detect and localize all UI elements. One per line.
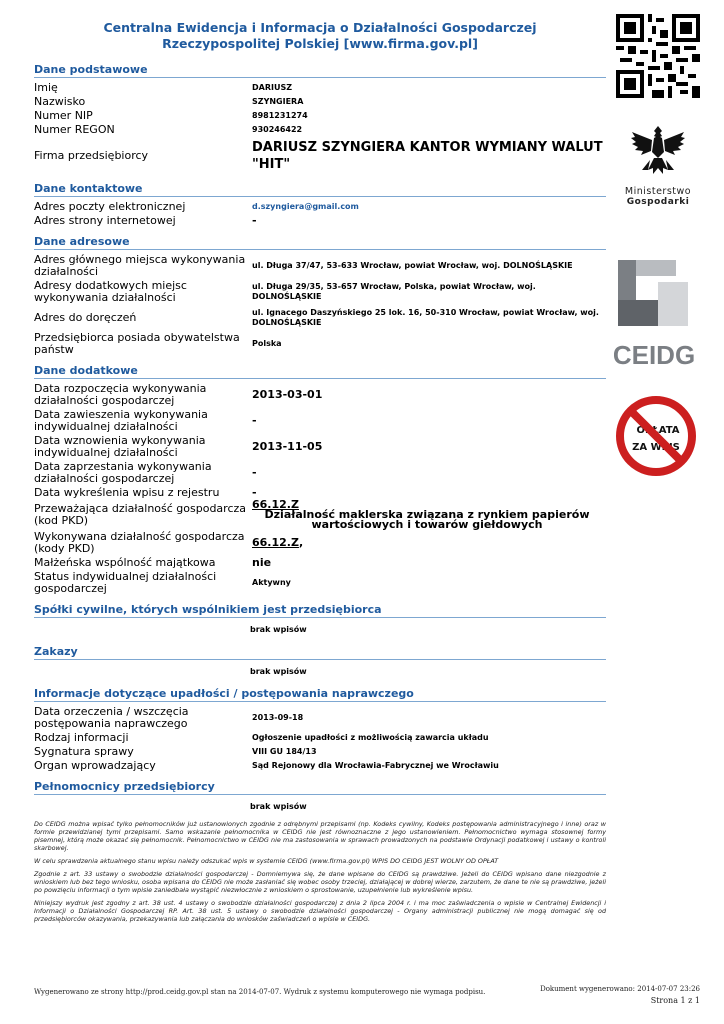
section-partnerships-title: Spółki cywilne, których wspólnikiem jest przedsiębiorca bbox=[34, 602, 606, 618]
header-line-2: Rzeczypospolitej Polskiej [www.firma.gov.pl] bbox=[162, 36, 478, 51]
table-row bbox=[34, 745, 606, 759]
table-row bbox=[34, 279, 606, 305]
table-row bbox=[34, 434, 606, 460]
section-contact-title: Dane kontaktowe bbox=[34, 181, 606, 197]
section-bans-title: Zakazy bbox=[34, 644, 606, 660]
footer-generated-date: Dokument wygenerowano: 2014-07-07 23:26 bbox=[540, 985, 700, 993]
table-row bbox=[34, 214, 606, 228]
main-address-label: Adres głównego miejsca wykonywania działalności bbox=[34, 253, 246, 278]
delivery-address-value: ul. Ignacego Daszyńskiego 25 lok. 16, 50-310 Wrocław, powiat Wrocław, woj. DOLNOŚLĄSKIE bbox=[252, 308, 599, 327]
footer-source-note: Wygenerowano ze strony http://prod.ceidg.gov.pl stan na 2014-07-07. Wydruk z systemu komputerowego nie wymaga podpisu. bbox=[34, 988, 486, 996]
resume-date-value: 2013-11-05 bbox=[252, 440, 323, 453]
company-label: Firma przedsiębiorcy bbox=[34, 149, 149, 162]
table-row bbox=[34, 705, 606, 731]
table-row bbox=[34, 253, 606, 279]
document-body bbox=[34, 16, 606, 923]
additional-data-table bbox=[34, 382, 606, 596]
nip-value: 8981231274 bbox=[252, 111, 308, 120]
cease-date-label: Data zaprzestania wykonywania działalności gospodarczej bbox=[34, 460, 212, 485]
section-basic-title: Dane podstawowe bbox=[34, 62, 606, 78]
email-link[interactable]: d.szyngiera@gmail.com bbox=[252, 202, 359, 211]
cease-date-value: - bbox=[252, 466, 257, 479]
table-row bbox=[34, 460, 606, 486]
organ-label: Organ wprowadzający bbox=[34, 759, 156, 772]
table-row bbox=[34, 382, 606, 408]
regon-value: 930246422 bbox=[252, 125, 303, 134]
ministry-line-2: Gospodarki bbox=[626, 197, 690, 207]
section-additional-title: Dane dodatkowe bbox=[34, 363, 606, 379]
section-address-title: Dane adresowe bbox=[34, 234, 606, 250]
suspend-date-value: - bbox=[252, 414, 257, 427]
website-value: - bbox=[252, 214, 257, 227]
footer-page-number: Strona 1 z 1 bbox=[650, 996, 700, 1005]
delete-date-value: - bbox=[252, 486, 257, 499]
pkd-value bbox=[252, 530, 606, 556]
status-label: Status indywidualnej działalności gospodarczej bbox=[34, 570, 217, 595]
start-date-label: Data rozpoczęcia wykonywania działalności gospodarczej bbox=[34, 382, 207, 407]
document-header bbox=[34, 20, 606, 52]
ministry-line-1: Ministerstwo bbox=[624, 186, 692, 197]
section-proxies-title: Pełnomocnicy przedsiębiorcy bbox=[34, 779, 606, 795]
additional-address-label: Adresy dodatkowych miejsc wykonywania działalności bbox=[34, 279, 187, 304]
table-row bbox=[34, 331, 606, 357]
qr-code-icon bbox=[616, 14, 700, 98]
citizenship-label: Przedsiębiorca posiada obywatelstwa państw bbox=[34, 331, 240, 356]
main-pkd-value bbox=[252, 500, 606, 530]
basic-data-table bbox=[34, 81, 606, 175]
email-label: Adres poczty elektronicznej bbox=[34, 200, 186, 213]
disclaimer-proxies: Do CEIDG można wpisać tylko pełnomocników już ustanowionych zgodnie z odrębnymi przepisami (np. Kodeks cywilny, Kodeks postępowania administracyjnego i inne) oraz w formie przewidzianej tymi przepisami. Samo wskazanie pełnomocnika w CEIDG nie jest równoznaczne z jego ustanowieniem. Pełnomocnictwo wymaga stosownej formy pisemnej, którą może okazać się pełnomocnik. Pełnomocnictwo w CEIDG nie ma zastosowania w sprawach prowadzonych na podstawie Ordynacji podatkowej i ustawy o kontroli skarbowej. bbox=[34, 820, 606, 852]
marital-value: nie bbox=[252, 556, 272, 569]
organ-value: Sąd Rejonowy dla Wrocławia-Fabrycznej we Wrocławiu bbox=[252, 761, 499, 770]
last-name-value: SZYNGIERA bbox=[252, 97, 304, 106]
bankruptcy-data-table bbox=[34, 705, 606, 773]
suspend-date-label: Data zawieszenia wykonywania indywidualnej działalności bbox=[34, 408, 208, 433]
disclaimer-verify: W celu sprawdzenia aktualnego stanu wpisu należy odszukać wpis w systemie CEIDG (www.firma.gov.pl) WPIS DO CEIDG JEST WOLNY OD OPŁAT bbox=[34, 857, 499, 865]
main-address-value: ul. Długa 37/47, 53-633 Wrocław, powiat Wrocław, woj. DOLNOŚLĄSKIE bbox=[252, 261, 573, 270]
resume-date-label: Data wznowienia wykonywania indywidualnej działalności bbox=[34, 434, 206, 459]
info-type-label: Rodzaj informacji bbox=[34, 731, 129, 744]
table-row bbox=[34, 570, 606, 596]
disclaimer-art38: Niniejszy wydruk jest zgodny z art. 38 ust. 4 ustawy o swobodzie działalności gospodarczej z dnia 2 lipca 2004 r. i ma moc zaświadczenia o wpisie w Centralnej Ewidencji i Informacji o Działalności Gospodarczej RP. Art. 38 ust. 5 ustawy o swobodzie działalności gospodarczej - Organy administracji publicznej nie mogą domagać się od przedsiębiorców okazywania, przekazywania lub załączania do wniosków zaświadczeń o wpisie w CEIDG. bbox=[34, 899, 606, 923]
proxies-empty: brak wpisów bbox=[250, 802, 307, 811]
main-pkd-description: Działalność maklerska związana z rynkiem papierów wartościowych i towarów giełdowych bbox=[264, 508, 590, 531]
ceidg-logo-text: CEIDG bbox=[614, 340, 694, 370]
last-name-label: Nazwisko bbox=[34, 95, 86, 108]
main-pkd-code-link[interactable]: 66.12.Z bbox=[252, 498, 299, 511]
pkd-code-link[interactable]: 66.12.Z bbox=[252, 536, 299, 549]
table-row bbox=[34, 200, 606, 214]
table-row bbox=[34, 500, 606, 530]
table-row bbox=[34, 408, 606, 434]
contact-data-table bbox=[34, 200, 606, 228]
table-row bbox=[34, 109, 606, 123]
table-row bbox=[34, 95, 606, 109]
disclaimer-art33: Zgodnie z art. 33 ustawy o swobodzie działalności gospodarczej - Domniemywa się, że dane wpisane do CEIDG są prawdziwe. Jeżeli do CEIDG wpisano dane niezgodnie z wnioskiem lub bez tego wniosku, osoba wpisana do CEIDG nie może zasłaniać się wobec osoby trzeciej, działającej w dobrej wierze, zarzutem, że dane te nie są prawdziwe, jeżeli po powzięciu informacji o tym wpisie zaniedbała wystąpić niezwłocznie z wnioskiem o sprostowanie, uzupełnienie lub wykreślenie wpisu. bbox=[34, 870, 606, 894]
delete-date-label: Data wykreślenia wpisu z rejestru bbox=[34, 486, 220, 499]
footer-right bbox=[540, 984, 700, 1006]
partnerships-empty: brak wpisów bbox=[250, 625, 307, 634]
first-name-label: Imię bbox=[34, 81, 58, 94]
pkd-separator: , bbox=[298, 536, 304, 549]
website-label: Adres strony internetowej bbox=[34, 214, 176, 227]
ruling-date-label: Data orzeczenia / wszczęcia postępowania naprawczego bbox=[34, 705, 189, 730]
start-date-value: 2013-03-01 bbox=[252, 388, 323, 401]
table-row bbox=[34, 81, 606, 95]
section-bankruptcy-title: Informacje dotyczące upadłości / postępowania naprawczego bbox=[34, 686, 606, 702]
info-type-value: Ogłoszenie upadłości z możliwością zawarcia układu bbox=[252, 733, 489, 742]
bans-empty: brak wpisów bbox=[250, 667, 307, 676]
no-fee-sign-line-1: OPŁATA bbox=[636, 425, 680, 436]
no-fee-sign-line-2: ZA WPIS bbox=[632, 442, 680, 453]
table-row bbox=[34, 305, 606, 331]
table-row bbox=[34, 137, 606, 175]
eagle-emblem-icon bbox=[628, 122, 688, 180]
table-row bbox=[34, 486, 606, 500]
side-logos bbox=[608, 14, 708, 482]
table-row bbox=[34, 731, 606, 745]
header-line-1: Centralna Ewidencja i Informacja o Działalności Gospodarczej bbox=[103, 20, 537, 35]
address-data-table bbox=[34, 253, 606, 357]
citizenship-value: Polska bbox=[252, 339, 282, 348]
company-value: DARIUSZ SZYNGIERA KANTOR WYMIANY WALUT "HIT" bbox=[252, 140, 603, 172]
ruling-date-value: 2013-09-18 bbox=[252, 713, 304, 722]
table-row bbox=[34, 123, 606, 137]
pkd-label: Wykonywana działalność gospodarcza (kody PKD) bbox=[34, 530, 245, 555]
table-row bbox=[34, 759, 606, 773]
ministry-logo bbox=[608, 186, 708, 208]
additional-address-value: ul. Długa 29/35, 53-657 Wrocław, Polska, powiat Wrocław, woj. DOLNOŚLĄSKIE bbox=[252, 282, 536, 301]
first-name-value: DARIUSZ bbox=[252, 83, 293, 92]
regon-label: Numer REGON bbox=[34, 123, 115, 136]
status-value: Aktywny bbox=[252, 578, 291, 587]
main-pkd-label: Przeważająca działalność gospodarcza (kod PKD) bbox=[34, 502, 247, 527]
ceidg-logo bbox=[614, 260, 694, 372]
table-row bbox=[34, 530, 606, 556]
case-sign-label: Sygnatura sprawy bbox=[34, 745, 134, 758]
delivery-address-label: Adres do doręczeń bbox=[34, 311, 137, 324]
nip-label: Numer NIP bbox=[34, 109, 93, 122]
no-fee-sign-icon bbox=[614, 394, 698, 478]
case-sign-value: VIII GU 184/13 bbox=[252, 747, 317, 756]
marital-label: Małżeńska wspólność majątkowa bbox=[34, 556, 216, 569]
table-row bbox=[34, 556, 606, 570]
